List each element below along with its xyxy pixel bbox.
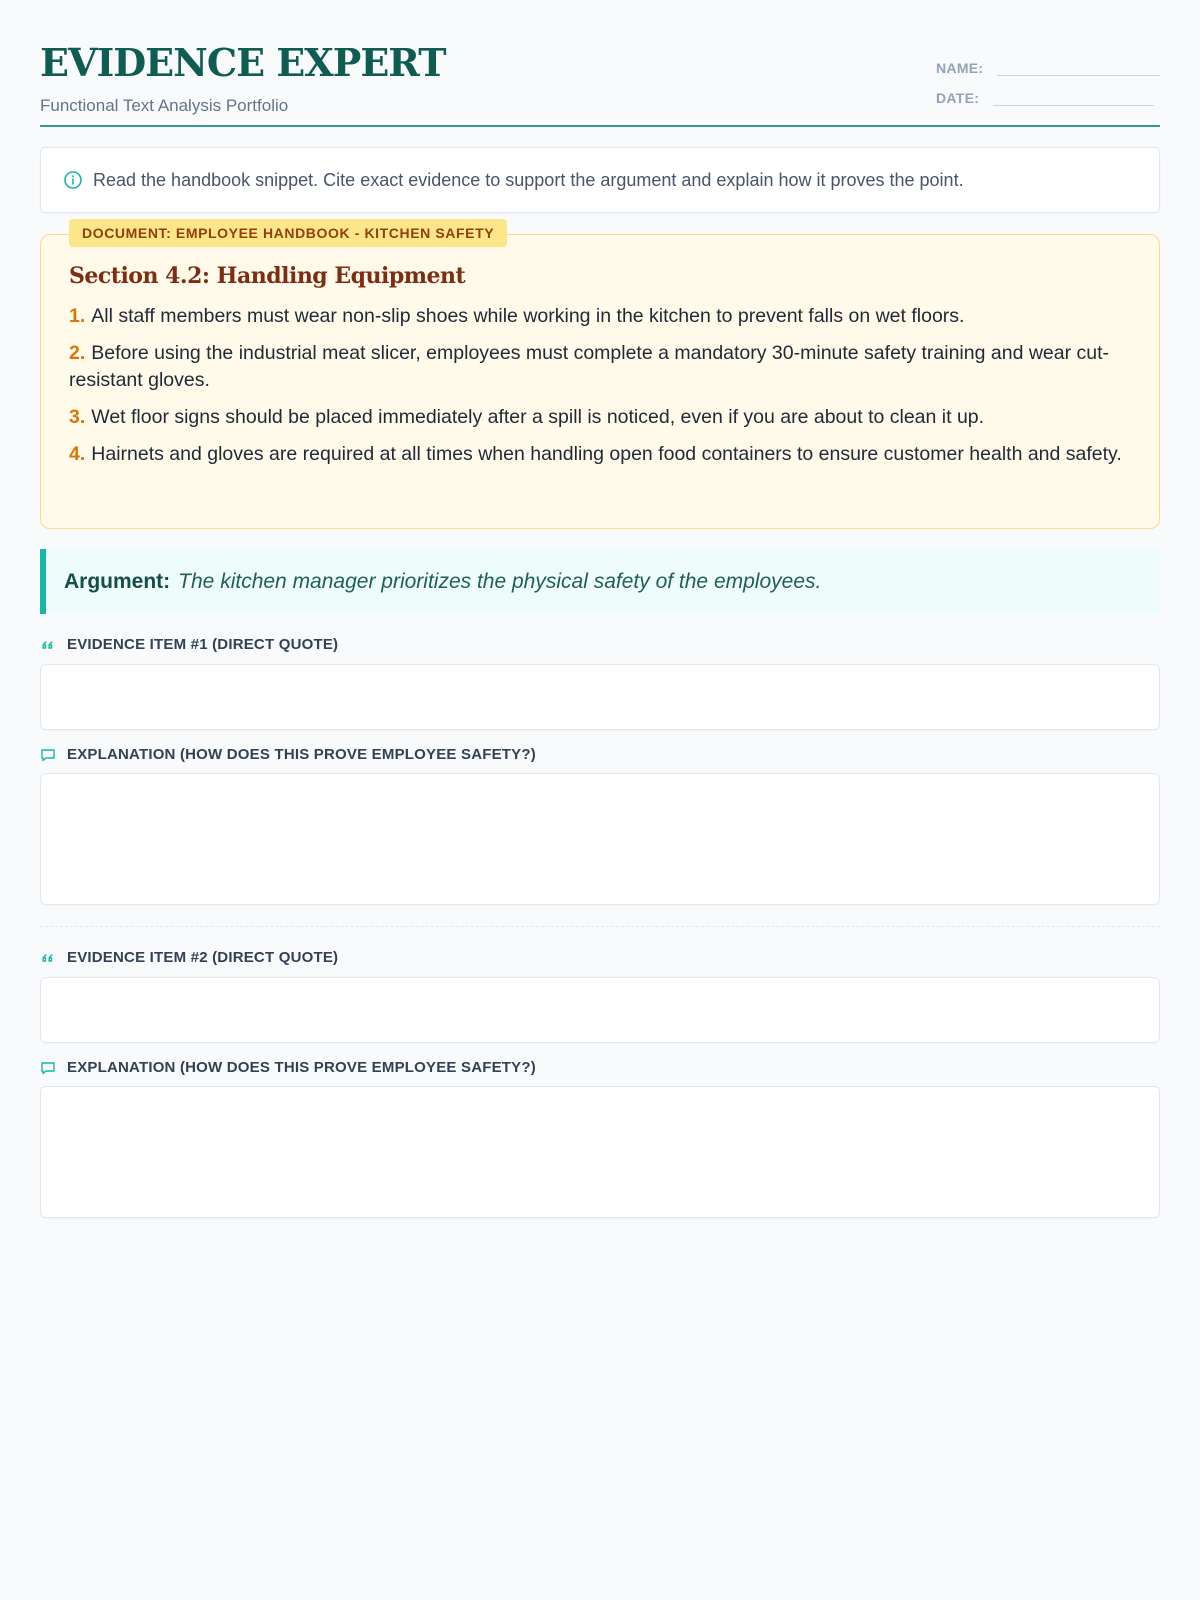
- evidence-1-label-text: EVIDENCE ITEM #1 (DIRECT QUOTE): [67, 636, 339, 653]
- evidence-1-label: [40, 636, 338, 653]
- argument-text: The kitchen manager prioritizes the physical safety of the employees.: [178, 569, 822, 593]
- explanation-2-input[interactable]: [40, 1086, 1160, 1218]
- section-divider: [40, 926, 1160, 927]
- evidence-2-quote-input[interactable]: [40, 977, 1160, 1043]
- evidence-1-quote-input[interactable]: [40, 664, 1160, 730]
- rule-text: Wet floor signs should be placed immediately after a spill is noticed, even if you are about to clean it up.: [91, 406, 985, 428]
- rule-number: 3.: [69, 406, 86, 428]
- document-rule: [69, 404, 1131, 431]
- name-row: [936, 54, 1160, 76]
- instruction-text: Read the handbook snippet. Cite exact evidence to support the argument and explain how it proves the point.: [93, 169, 964, 190]
- argument-label: Argument:: [64, 569, 171, 593]
- explanation-1-label-text: EXPLANATION (HOW DOES THIS PROVE EMPLOYEE SAFETY?): [67, 746, 536, 763]
- date-label: DATE:: [936, 90, 980, 106]
- rule-text: Hairnets and gloves are required at all times when handling open food containers to ensure customer health and safety.: [91, 443, 1122, 465]
- name-date-block: [936, 54, 1160, 114]
- name-label: NAME:: [936, 60, 984, 76]
- document-heading: Section 4.2: Handling Equipment: [69, 263, 466, 289]
- document-rule: [69, 441, 1131, 468]
- explanation-2-label-text: EXPLANATION (HOW DOES THIS PROVE EMPLOYEE SAFETY?): [67, 1059, 536, 1076]
- document-tag: DOCUMENT: EMPLOYEE HANDBOOK - KITCHEN SAFETY: [69, 219, 507, 247]
- header: [40, 0, 1160, 127]
- rule-number: 4.: [69, 443, 86, 465]
- quote-icon: [40, 637, 56, 653]
- quote-icon: [40, 950, 56, 966]
- document-rule: [69, 303, 1131, 330]
- evidence-2-label-text: EVIDENCE ITEM #2 (DIRECT QUOTE): [67, 949, 339, 966]
- name-field[interactable]: [997, 59, 1160, 76]
- info-icon: [63, 170, 83, 190]
- handbook-document: [40, 225, 1160, 529]
- rule-text: Before using the industrial meat slicer, employees must complete a mandatory 30-minute safety training and wear cut-resistant gloves.: [69, 342, 1110, 391]
- date-field[interactable]: [993, 89, 1154, 106]
- explanation-2-label: [40, 1059, 536, 1076]
- rule-number: 2.: [69, 342, 86, 364]
- comment-icon: [40, 1060, 56, 1076]
- evidence-2-label: [40, 949, 338, 966]
- document-rules-list: [69, 303, 1131, 468]
- page-subtitle: Functional Text Analysis Portfolio: [40, 96, 289, 115]
- document-rule: [69, 340, 1131, 394]
- instruction-box: [40, 147, 1160, 213]
- date-row: [936, 84, 1160, 106]
- rule-text: All staff members must wear non-slip shoes while working in the kitchen to prevent falls on wet floors.: [91, 305, 965, 327]
- page-title: EVIDENCE EXPERT: [40, 40, 446, 85]
- explanation-1-input[interactable]: [40, 773, 1160, 905]
- explanation-1-label: [40, 746, 536, 763]
- rule-number: 1.: [69, 305, 86, 327]
- comment-icon: [40, 747, 56, 763]
- argument-box: [40, 549, 1160, 614]
